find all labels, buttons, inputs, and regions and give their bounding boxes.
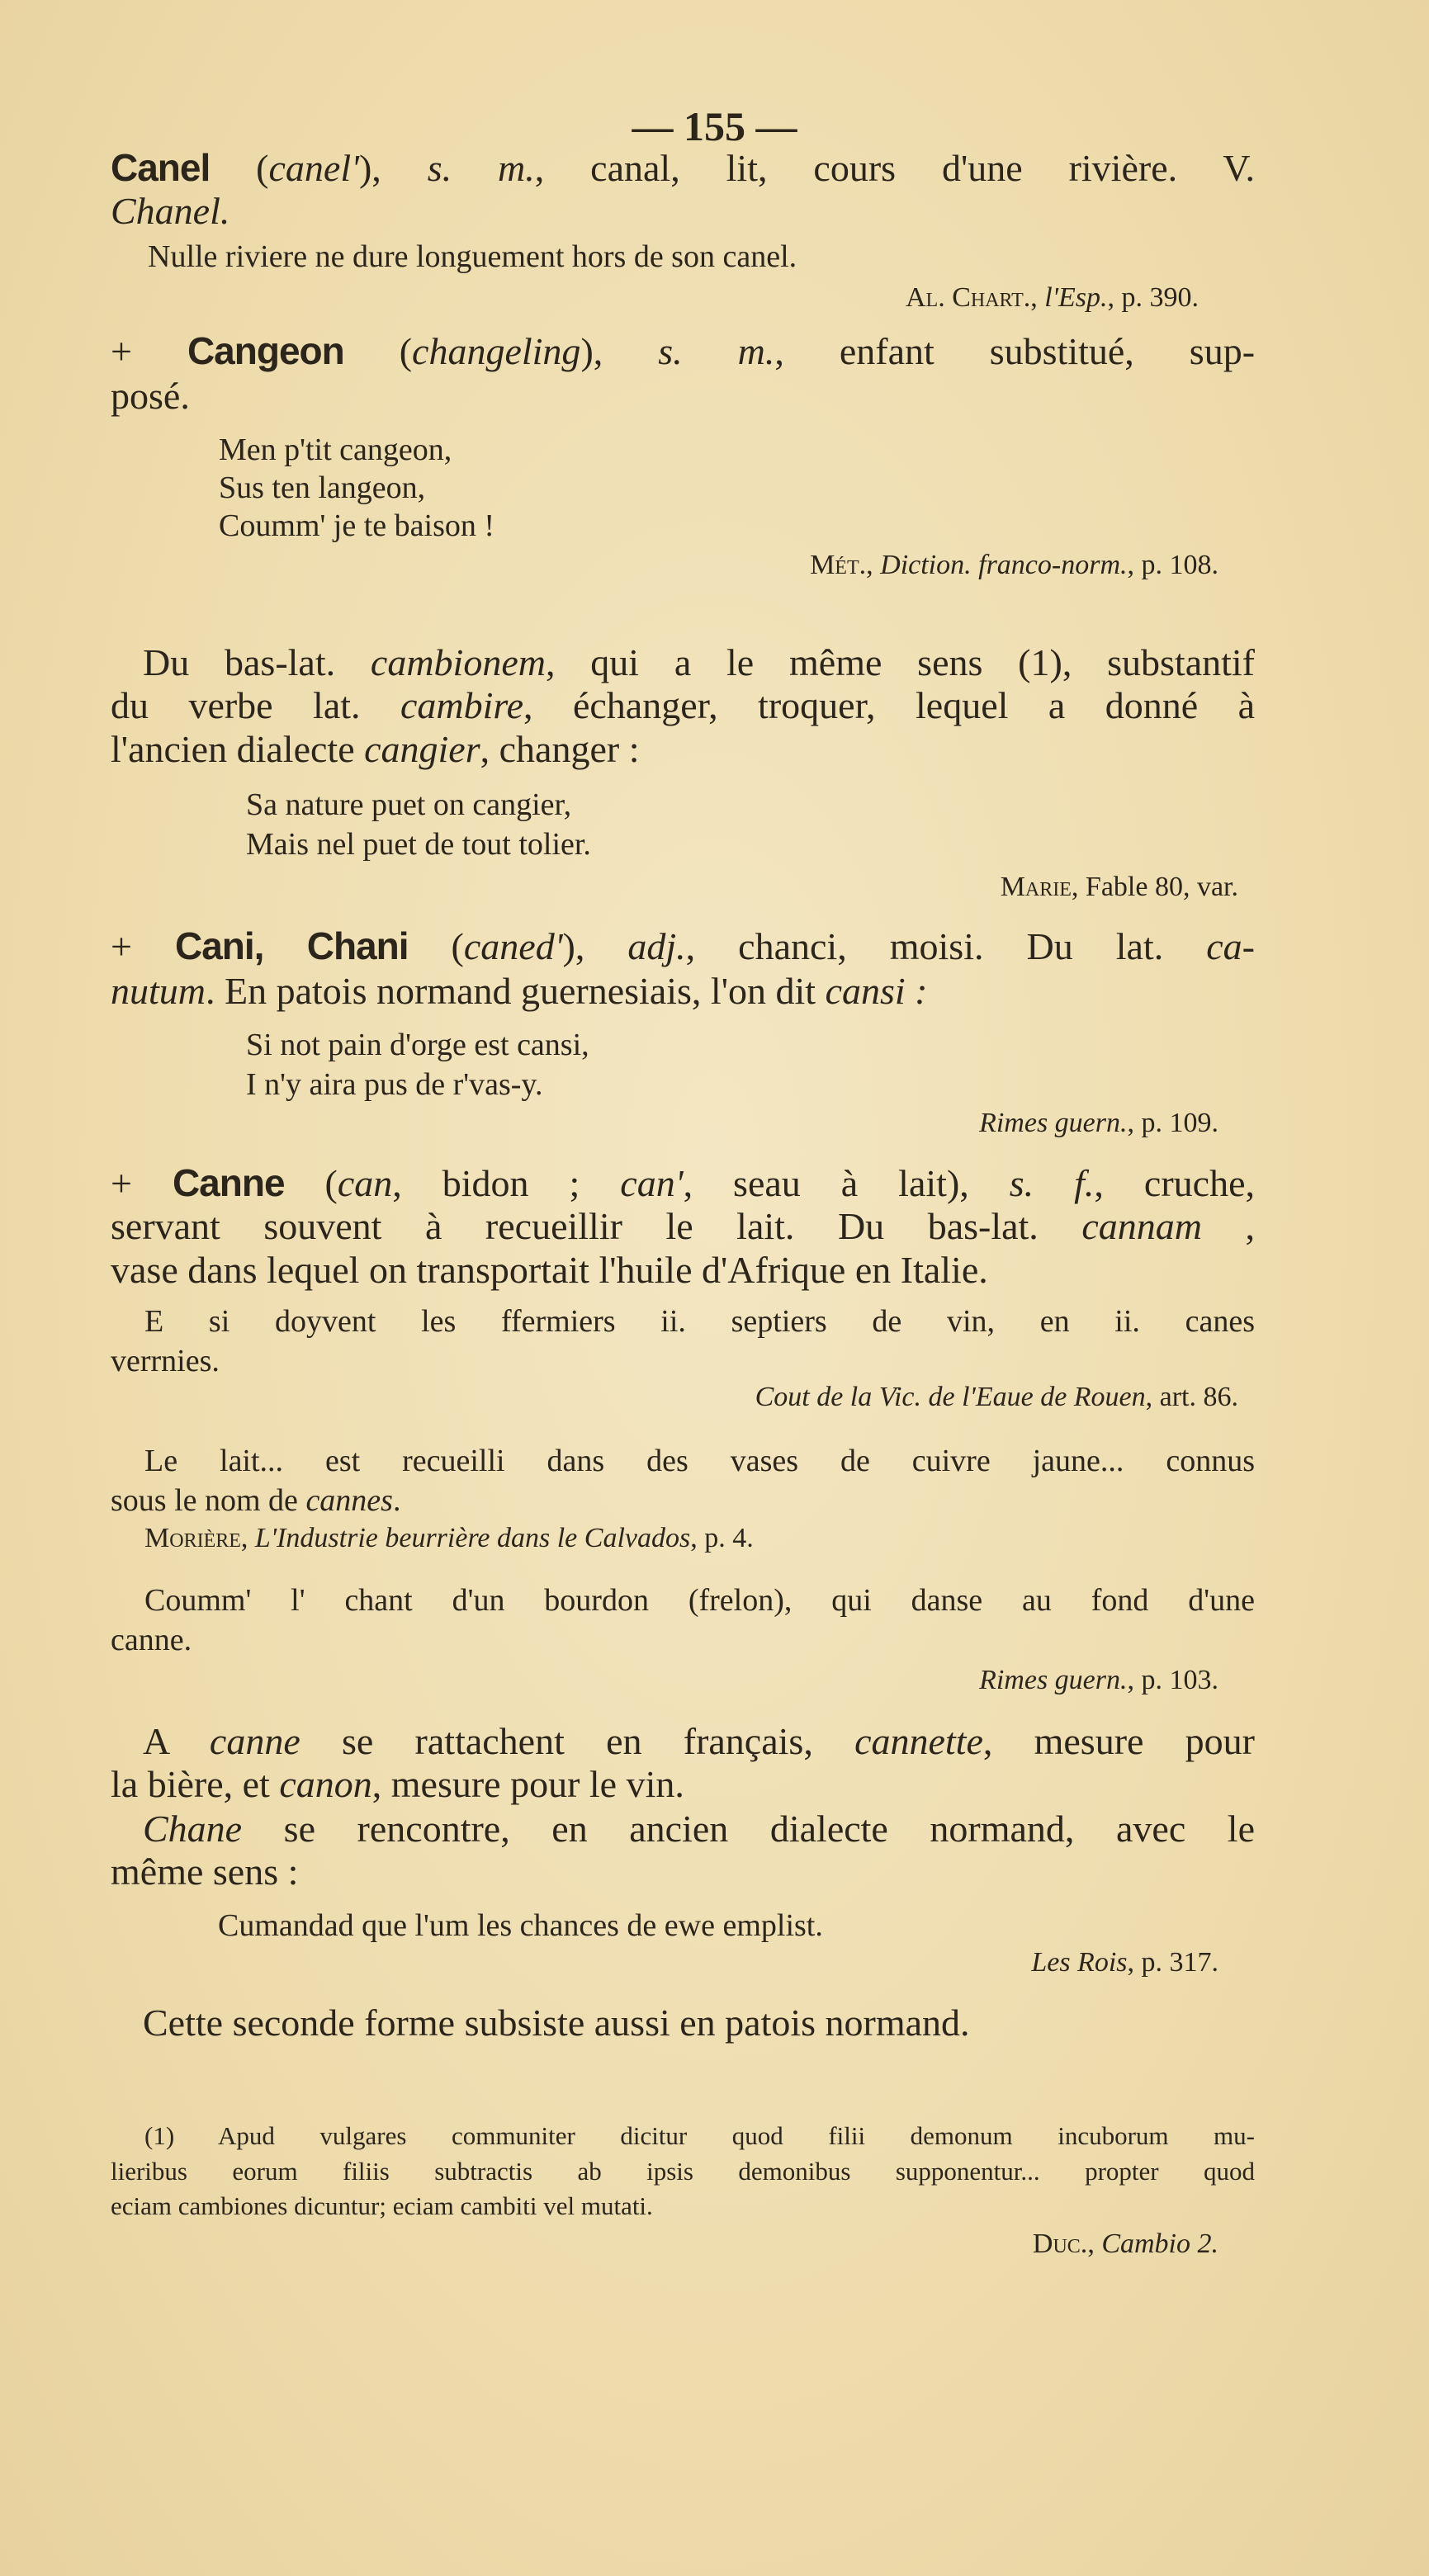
text: , enfant substitué, sup- xyxy=(774,332,1255,372)
italic-text: Cout de la Vic. de l'Eaue de Rouen xyxy=(755,1382,1146,1412)
italic-text: cannam xyxy=(1081,1208,1202,1247)
text: Le lait... est recueilli dans des vases de cuivre jaune... connus xyxy=(144,1445,1255,1478)
text: lieribus eorum filiis subtractis ab ipsis demonibus supponentur... propter quod xyxy=(111,2158,1255,2186)
verse-line xyxy=(246,1029,589,1061)
text: , p. 317. xyxy=(1127,1947,1218,1978)
italic-text: nutum xyxy=(111,970,206,1012)
paragraph-line xyxy=(111,730,639,768)
author-name: Mét. xyxy=(810,550,867,580)
paragraph-line xyxy=(143,1810,1255,1852)
author-name: Marie xyxy=(1000,872,1072,902)
text: Coumm' je te baison ! xyxy=(219,508,495,543)
italic-text: cannes xyxy=(305,1483,393,1518)
text: E si doyvent les ffermiers ii. septiers de vin, en ii. canes xyxy=(144,1306,1255,1339)
text: , p. 109. xyxy=(1127,1108,1218,1138)
text: , mesure pour xyxy=(982,1723,1255,1762)
text: servant souvent à recueillir le lait. Du bas-lat. xyxy=(111,1208,1082,1247)
text: Coumm' l' chant d'un bourdon (frelon), qui danse au fond d'une xyxy=(144,1585,1255,1618)
paragraph-line xyxy=(143,1723,1255,1765)
author-name: Al. Chart. xyxy=(905,282,1031,313)
italic-text: canon xyxy=(279,1763,372,1805)
text: , Fable 80, var. xyxy=(1071,872,1238,902)
text: la bière, et xyxy=(111,1763,280,1805)
quote-line xyxy=(144,1445,1255,1480)
entry-canne-line xyxy=(111,1164,1255,1206)
text: + xyxy=(111,332,187,372)
text: , p. 103. xyxy=(1127,1665,1218,1695)
quote-line xyxy=(144,1585,1255,1619)
headword: Cani, Chani xyxy=(174,927,409,967)
italic-text: cansi : xyxy=(825,970,928,1012)
italic-text: adj. xyxy=(627,927,686,967)
text: du verbe lat. xyxy=(111,687,400,726)
citation xyxy=(1033,2230,1218,2258)
citation xyxy=(906,284,1199,312)
text: , p. 108. xyxy=(1127,550,1218,580)
italic-text: Diction. franco-norm. xyxy=(880,550,1128,580)
text: I n'y aira pus de r'vas-y. xyxy=(246,1067,543,1102)
italic-text: l'Esp. xyxy=(1044,282,1108,313)
text: (1) Apud vulgares communiter dicitur quod filii demonum incuborum mu- xyxy=(144,2123,1255,2150)
citation xyxy=(1001,873,1238,901)
verse-line xyxy=(246,829,591,860)
entry-canel-line xyxy=(111,192,229,230)
citation xyxy=(979,1666,1218,1694)
text: , seau à lait), xyxy=(683,1164,1010,1204)
footnote-line xyxy=(111,2158,1255,2186)
italic-text: Chane xyxy=(143,1810,243,1850)
headword: Cangeon xyxy=(187,332,344,372)
text: , qui a le même sens (1), substantif xyxy=(545,644,1255,683)
paragraph-line xyxy=(111,1850,299,1893)
text: eciam cambiones dicuntur; eciam cambiti vel mutati. xyxy=(111,2191,653,2220)
quote-line xyxy=(111,1345,220,1377)
italic-text: s. m. xyxy=(658,332,775,372)
text: , art. 86. xyxy=(1145,1382,1238,1412)
text: canne. xyxy=(111,1623,192,1657)
text: , p. 390. xyxy=(1107,282,1199,313)
text: Cumandad que l'um les chances de ewe emplist. xyxy=(218,1908,823,1943)
text: Sa nature puet on cangier, xyxy=(246,787,572,822)
text: Si not pain d'orge est cansi, xyxy=(246,1028,589,1062)
italic-text: cannette xyxy=(854,1723,983,1762)
italic-text: caned' xyxy=(463,927,563,967)
verse-line xyxy=(219,510,494,541)
italic-text: can' xyxy=(620,1164,684,1204)
paragraph-line xyxy=(143,2004,970,2042)
text: se rencontre, en ancien dialecte normand, avec le xyxy=(242,1810,1255,1850)
citation xyxy=(810,551,1218,579)
italic-text: cambire xyxy=(400,687,524,726)
italic-text: L'Industrie beurrière dans le Calvados xyxy=(254,1523,691,1553)
quote-line xyxy=(148,241,797,272)
author-name: Duc. xyxy=(1032,2229,1088,2259)
italic-text: Cambio 2. xyxy=(1101,2229,1218,2259)
italic-text: s. f. xyxy=(1009,1164,1095,1204)
text: , xyxy=(240,1523,255,1553)
text: vase dans lequel on transportait l'huile d'Afrique en Italie. xyxy=(111,1249,988,1291)
citation xyxy=(144,1524,754,1553)
text: , xyxy=(1030,282,1045,313)
verse-line xyxy=(246,789,571,820)
text: , mesure pour le vin. xyxy=(371,1763,684,1805)
text: sous le nom de xyxy=(111,1483,306,1518)
verse-line xyxy=(219,434,452,466)
text: , changer : xyxy=(480,728,640,770)
footnote-line xyxy=(111,2193,653,2219)
text: , échanger, troquer, lequel a donné à xyxy=(523,687,1255,726)
text: , xyxy=(866,550,881,580)
verse-line xyxy=(219,472,425,503)
italic-text: canel' xyxy=(268,149,359,189)
italic-text: cambionem xyxy=(370,644,546,683)
text: . xyxy=(392,1483,401,1518)
text: ), xyxy=(562,927,628,967)
paragraph-line xyxy=(111,1765,684,1803)
text: ), xyxy=(580,332,659,372)
italic-text: s. m. xyxy=(427,149,535,189)
text: posé. xyxy=(111,375,190,417)
quote-line xyxy=(111,1624,192,1656)
text: , chanci, moisi. Du lat. xyxy=(685,927,1207,967)
italic-text: Rimes guern. xyxy=(979,1665,1128,1695)
text: ), xyxy=(358,149,428,189)
text: Nulle riviere ne dure longuement hors de son canel. xyxy=(148,239,797,274)
italic-text: Chanel. xyxy=(111,190,230,232)
text: . En patois normand guernesiais, l'on dit xyxy=(206,970,826,1012)
text: , canal, lit, cours d'une rivière. V. xyxy=(534,149,1255,189)
footnote-line xyxy=(144,2123,1255,2151)
text: + xyxy=(111,1164,173,1204)
text: , xyxy=(1087,2229,1102,2259)
entry-cani-line xyxy=(111,927,1255,969)
quote-line xyxy=(144,1306,1255,1340)
text: ( xyxy=(343,332,413,372)
text: même sens : xyxy=(111,1850,299,1893)
entry-canel-line xyxy=(111,149,1255,191)
page-number: — 155 — xyxy=(632,103,797,149)
text: A xyxy=(143,1723,210,1762)
text: Mais nel puet de tout tolier. xyxy=(246,827,591,862)
text: , p. 4. xyxy=(690,1523,754,1553)
text: ( xyxy=(408,927,464,967)
italic-text: cangier xyxy=(364,728,480,770)
quote-line xyxy=(111,1485,400,1516)
citation xyxy=(979,1109,1218,1137)
italic-text: can xyxy=(337,1164,393,1204)
italic-text: Rimes guern. xyxy=(979,1108,1128,1138)
text: se rattachent en français, xyxy=(300,1723,855,1762)
text: Cette seconde forme subsiste aussi en patois normand. xyxy=(143,2002,970,2044)
paragraph-line xyxy=(111,687,1255,729)
italic-text: Les Rois xyxy=(1031,1947,1128,1978)
italic-text: changeling xyxy=(412,332,581,372)
entry-cani-line xyxy=(111,972,927,1010)
entry-canne-line xyxy=(111,1208,1255,1250)
headword: Canne xyxy=(172,1164,285,1204)
text: ( xyxy=(210,149,269,189)
italic-text: canne xyxy=(209,1723,300,1762)
author-name: Morière xyxy=(144,1523,241,1553)
text: + xyxy=(111,927,175,967)
text: l'ancien dialecte xyxy=(111,728,365,770)
entry-cangeon-line xyxy=(111,377,190,415)
paragraph-line xyxy=(143,644,1255,686)
citation xyxy=(1031,1949,1218,1977)
text: , xyxy=(1201,1208,1255,1247)
italic-text: ca- xyxy=(1206,927,1255,967)
verse-line xyxy=(218,1910,823,1941)
text: Sus ten langeon, xyxy=(219,470,426,505)
entry-canne-line xyxy=(111,1251,988,1289)
text: verrnies. xyxy=(111,1344,220,1378)
text: ( xyxy=(284,1164,338,1204)
citation xyxy=(755,1383,1238,1411)
text: , cruche, xyxy=(1094,1164,1255,1204)
headword: Canel xyxy=(111,149,211,189)
text: Du bas-lat. xyxy=(143,644,371,683)
text: Men p'tit cangeon, xyxy=(219,432,452,467)
text: , bidon ; xyxy=(392,1164,621,1204)
verse-line xyxy=(246,1069,542,1100)
entry-cangeon-line xyxy=(111,332,1255,374)
